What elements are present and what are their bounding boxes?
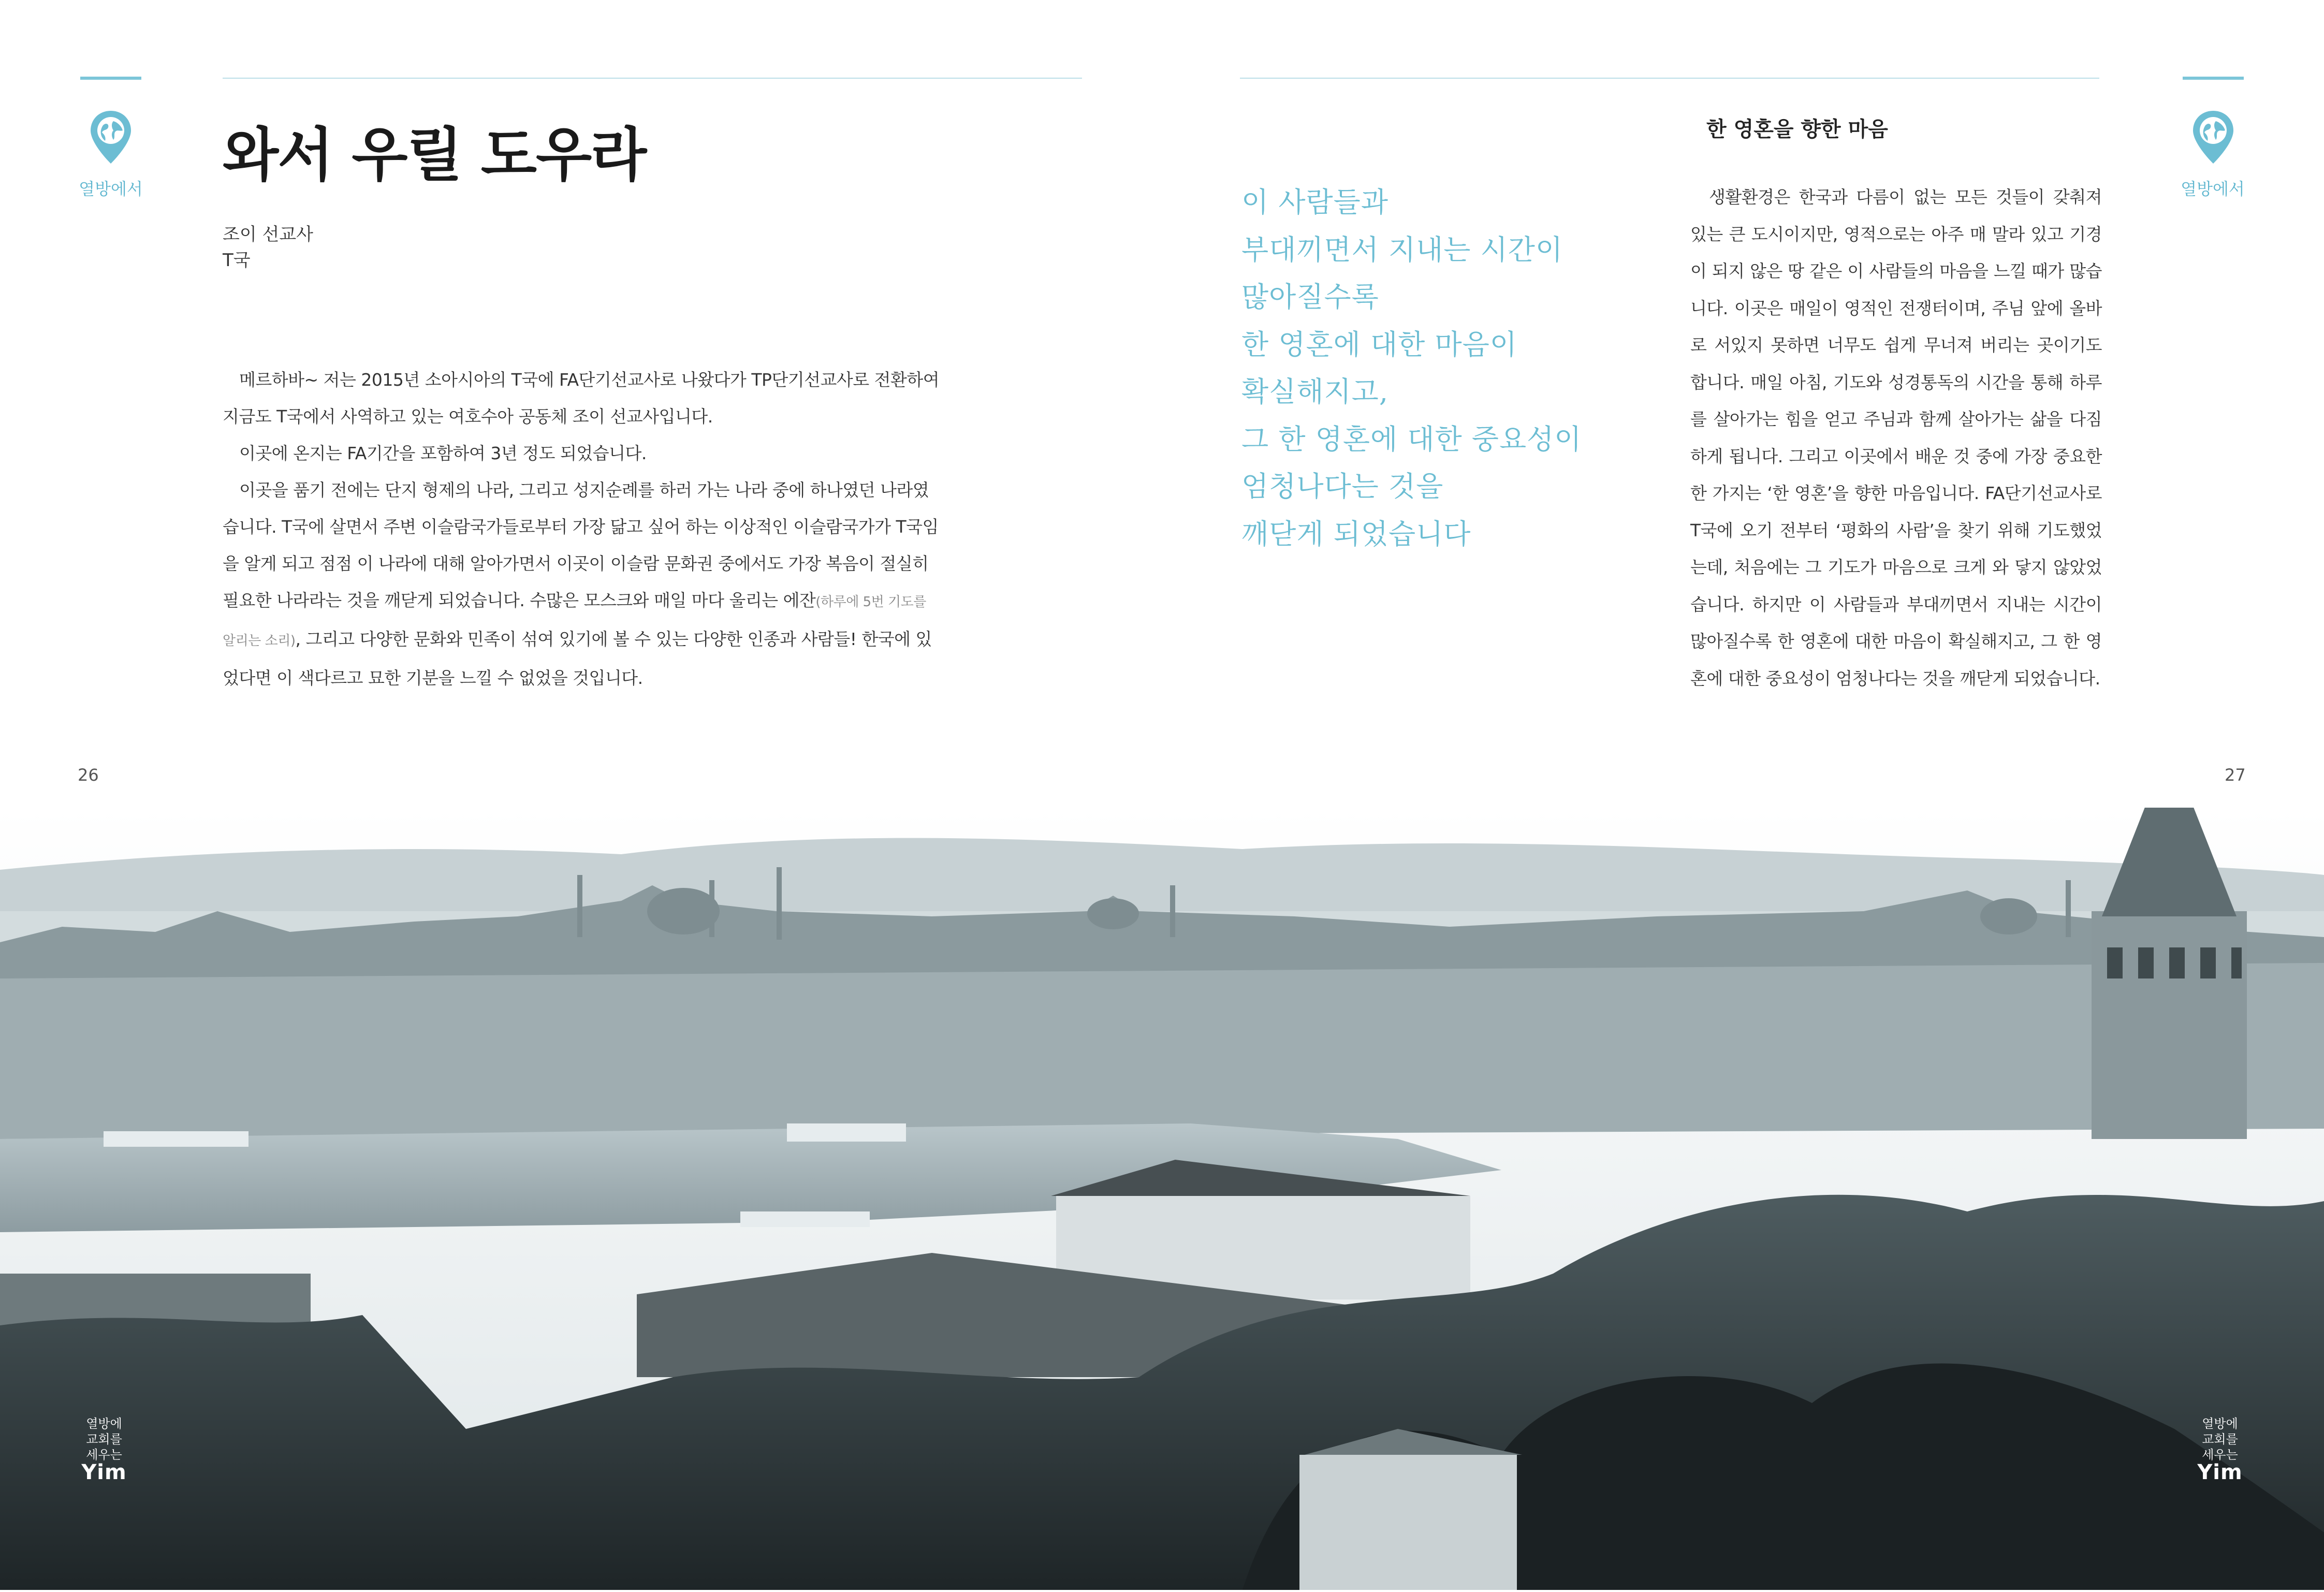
brand-mark-right	[2191, 1416, 2248, 1484]
paragraph: 메르하바~ 저는 2015년 소아시아의 T국에 FA단기선교사로 나왔다가 TP단기선교사로 전환하여 지금도 T국에서 사역하고 있는 여호수아 공동체 조이 선교사입니다.	[223, 370, 940, 427]
brand-line: 세우는	[2202, 1448, 2238, 1462]
page-number-left: 26	[78, 765, 99, 785]
left-body	[223, 361, 942, 696]
cityscape-photo	[0, 808, 2324, 1590]
brand-logo: Yim	[2197, 1460, 2243, 1484]
brand-line: 교회를	[2202, 1432, 2238, 1447]
globe-pin-icon	[2190, 109, 2237, 168]
paragraph-text: 이곳을 품기 전에는 단지 형제의 나라, 그리고 성지순례를 하러 가는 나라 중에 하나였던 나라였습니다. T국에 살면서 주변 이슬람국가들로부터 가장 닮고 싶어 하는 이상적인 이슬람국가가 T국임을 알게 되고 점점 이 나라에 대해 알아가면서 이곳이 이슬람 문화권 중에서도 가장 복음이 절실히 필요한 나라라는 것을 깨닫게 되었습니다. 수많은 모스크와 매일 마다 울리는 에잔	[223, 480, 939, 610]
right-accent-rule	[2183, 77, 2244, 80]
quote-line: 깨닫게 되었습니다	[1241, 517, 1471, 550]
paragraph	[223, 472, 942, 696]
quote-line: 이 사람들과	[1241, 186, 1388, 218]
section-label: 열방에서	[2181, 179, 2245, 199]
left-accent-rule	[80, 77, 141, 80]
section-label: 열방에서	[79, 179, 143, 199]
brand-line: 교회를	[86, 1432, 122, 1447]
author-block	[223, 222, 313, 273]
brand-line: 세우는	[86, 1448, 122, 1462]
author-country: T국	[223, 250, 251, 271]
left-header-rule	[223, 78, 1082, 79]
article-title: 와서 우릴 도우라	[223, 122, 646, 189]
right-header-rule	[1240, 78, 2099, 79]
brand-logo: Yim	[81, 1460, 127, 1484]
brand-line: 열방에	[86, 1416, 122, 1431]
right-body	[1690, 179, 2102, 697]
paragraph: 이곳에 온지는 FA기간을 포함하여 3년 정도 되었습니다.	[239, 443, 647, 463]
quote-line: 그 한 영혼에 대한 중요성이	[1241, 422, 1582, 456]
paragraph-text: , 그리고 다양한 문화와 민족이 섞여 있기에 볼 수 있는 다양한 인종과 사람들! 한국에 있었다면 이 색다르고 묘한 기분을 느낄 수 없었을 것입니다.	[223, 629, 932, 688]
quote-line: 많아질수록	[1241, 281, 1379, 313]
page-number-right: 27	[2225, 765, 2246, 785]
globe-pin-icon	[87, 109, 134, 168]
brand-line: 열방에	[2202, 1416, 2238, 1431]
brand-mark-left	[76, 1416, 133, 1484]
quote-line: 엄청나다는 것을	[1241, 470, 1444, 503]
quote-line: 확실해지고,	[1241, 375, 1388, 408]
paragraph-note: (하루에 5번 기도를 알리는 소리)	[223, 594, 926, 649]
quote-line: 부대끼면서 지내는 시간이	[1241, 233, 1563, 266]
paragraph: 생활환경은 한국과 다름이 없는 모든 것들이 갖춰져 있는 큰 도시이지만, 영적으로는 아주 매 말라 있고 기경이 되지 않은 땅 같은 이 사람들의 마음을 느낄 때가 많습니다. 이곳은 매일이 영적인 전쟁터이며, 주님 앞에 올바로 서있지 못하면 너무도 쉽게 무너져 버리는 곳이기도 합니다. 매일 아침, 기도와 성경통독의 시간을 통해 하루를 살아가는 힘을 얻고 주님과 함께 살아가는 삶을 다짐하게 됩니다. 그리고 이곳에서 배운 것 중에 가장 중요한 한 가지는 ‘한 영혼’을 향한 마음입니다. FA단기선교사로 T국에 오기 전부터 ‘평화의 사람’을 찾기 위해 기도했었는데, 처음에는 그 기도가 마음으로 크게 와 닿지 않았었습니다. 하지만 이 사람들과 부대끼면서 지내는 시간이 많아질수록 한 영혼에 대한 마음이 확실해지고, 그 한 영혼에 대한 중요성이 엄청나다는 것을 깨닫게 되었습니다.	[1690, 187, 2102, 689]
pull-quote	[1241, 179, 1666, 558]
author-name: 조이 선교사	[223, 224, 314, 245]
subheading: 한 영혼을 향한 마음	[1706, 117, 1888, 141]
quote-line: 한 영혼에 대한 마음이	[1241, 328, 1517, 361]
